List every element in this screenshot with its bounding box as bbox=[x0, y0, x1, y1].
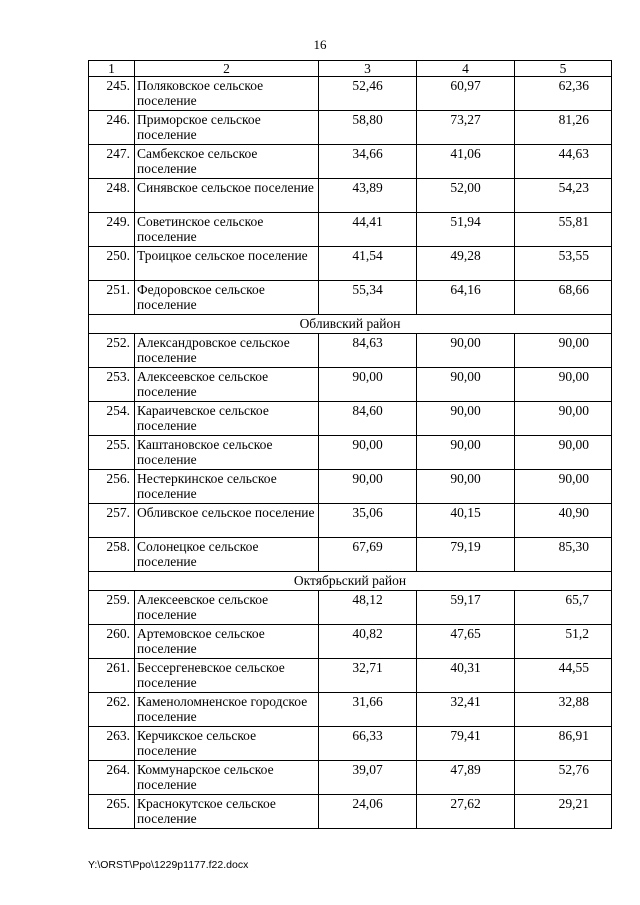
value-col-4: 79,41 bbox=[417, 727, 515, 761]
settlement-name: Артемовское сельское поселение bbox=[135, 625, 319, 659]
settlement-name: Алексеевское сельское поселение bbox=[135, 368, 319, 402]
value-col-3: 31,66 bbox=[319, 693, 417, 727]
value-col-5: 90,00 bbox=[515, 368, 612, 402]
value-col-4: 59,17 bbox=[417, 591, 515, 625]
row-number: 252. bbox=[89, 334, 135, 368]
settlement-name: Каштановское сельское поселение bbox=[135, 436, 319, 470]
settlement-name: Караичевское сельское поселение bbox=[135, 402, 319, 436]
table-row bbox=[89, 247, 612, 281]
header-cell: 5 bbox=[515, 61, 612, 77]
value-col-4: 60,97 bbox=[417, 77, 515, 111]
table-row bbox=[89, 145, 612, 179]
table-row bbox=[89, 436, 612, 470]
row-number: 246. bbox=[89, 111, 135, 145]
table-row bbox=[89, 281, 612, 315]
settlement-name: Советинское сельское поселение bbox=[135, 213, 319, 247]
settlement-name: Бессергеневское сельское поселение bbox=[135, 659, 319, 693]
table-row bbox=[89, 761, 612, 795]
value-col-3: 39,07 bbox=[319, 761, 417, 795]
value-col-4: 64,16 bbox=[417, 281, 515, 315]
row-number: 263. bbox=[89, 727, 135, 761]
value-col-4: 32,41 bbox=[417, 693, 515, 727]
row-number: 255. bbox=[89, 436, 135, 470]
row-number: 249. bbox=[89, 213, 135, 247]
value-col-4: 90,00 bbox=[417, 334, 515, 368]
row-number: 257. bbox=[89, 504, 135, 538]
value-col-4: 73,27 bbox=[417, 111, 515, 145]
value-col-3: 48,12 bbox=[319, 591, 417, 625]
value-col-4: 90,00 bbox=[417, 368, 515, 402]
value-col-5: 54,23 bbox=[515, 179, 612, 213]
row-number: 264. bbox=[89, 761, 135, 795]
value-col-3: 84,63 bbox=[319, 334, 417, 368]
value-col-3: 67,69 bbox=[319, 538, 417, 572]
table-row bbox=[89, 625, 612, 659]
table-row bbox=[89, 727, 612, 761]
settlement-name: Самбекское сельское поселение bbox=[135, 145, 319, 179]
value-col-4: 79,19 bbox=[417, 538, 515, 572]
value-col-5: 85,30 bbox=[515, 538, 612, 572]
table-row bbox=[89, 795, 612, 829]
section-row bbox=[89, 572, 612, 591]
value-col-4: 49,28 bbox=[417, 247, 515, 281]
value-col-3: 66,33 bbox=[319, 727, 417, 761]
row-number: 258. bbox=[89, 538, 135, 572]
value-col-4: 47,65 bbox=[417, 625, 515, 659]
value-col-4: 40,31 bbox=[417, 659, 515, 693]
row-number: 254. bbox=[89, 402, 135, 436]
table-row bbox=[89, 504, 612, 538]
settlement-name: Каменоломненское городское поселение bbox=[135, 693, 319, 727]
value-col-5: 90,00 bbox=[515, 402, 612, 436]
value-col-5: 62,36 bbox=[515, 77, 612, 111]
header-cell: 4 bbox=[417, 61, 515, 77]
value-col-5: 81,26 bbox=[515, 111, 612, 145]
row-number: 259. bbox=[89, 591, 135, 625]
settlement-name: Троицкое сельское поселение bbox=[135, 247, 319, 281]
row-number: 261. bbox=[89, 659, 135, 693]
settlement-name: Поляковское сельское поселение bbox=[135, 77, 319, 111]
table-row bbox=[89, 538, 612, 572]
settlement-name: Солонецкое сельское поселение bbox=[135, 538, 319, 572]
table-row bbox=[89, 111, 612, 145]
row-number: 262. bbox=[89, 693, 135, 727]
district-title: Октябрьский район bbox=[89, 572, 612, 591]
data-table bbox=[88, 60, 612, 829]
table-row bbox=[89, 334, 612, 368]
page-number: 16 bbox=[313, 37, 327, 52]
table-row bbox=[89, 77, 612, 111]
settlement-name: Александровское сельское поселение bbox=[135, 334, 319, 368]
settlement-name: Керчикское сельское поселение bbox=[135, 727, 319, 761]
row-number: 260. bbox=[89, 625, 135, 659]
value-col-4: 90,00 bbox=[417, 436, 515, 470]
value-col-3: 90,00 bbox=[319, 368, 417, 402]
value-col-5: 55,81 bbox=[515, 213, 612, 247]
row-number: 247. bbox=[89, 145, 135, 179]
settlement-name: Федоровское сельское поселение bbox=[135, 281, 319, 315]
row-number: 256. bbox=[89, 470, 135, 504]
district-title: Обливский район bbox=[89, 315, 612, 334]
value-col-4: 52,00 bbox=[417, 179, 515, 213]
settlement-name: Нестеркинское сельское поселение bbox=[135, 470, 319, 504]
value-col-3: 58,80 bbox=[319, 111, 417, 145]
value-col-5: 44,63 bbox=[515, 145, 612, 179]
value-col-3: 90,00 bbox=[319, 436, 417, 470]
value-col-4: 90,00 bbox=[417, 402, 515, 436]
value-col-3: 43,89 bbox=[319, 179, 417, 213]
value-col-5: 90,00 bbox=[515, 436, 612, 470]
table-row bbox=[89, 213, 612, 247]
value-col-3: 24,06 bbox=[319, 795, 417, 829]
settlement-name: Краснокутское сельское поселение bbox=[135, 795, 319, 829]
settlement-name: Обливское сельское поселение bbox=[135, 504, 319, 538]
value-col-3: 35,06 bbox=[319, 504, 417, 538]
value-col-3: 32,71 bbox=[319, 659, 417, 693]
settlement-name: Коммунарское сельское поселение bbox=[135, 761, 319, 795]
table-row bbox=[89, 693, 612, 727]
table-row bbox=[89, 470, 612, 504]
settlement-name: Приморское сельское поселение bbox=[135, 111, 319, 145]
value-col-5: 68,66 bbox=[515, 281, 612, 315]
value-col-3: 44,41 bbox=[319, 213, 417, 247]
row-number: 253. bbox=[89, 368, 135, 402]
value-col-5: 29,21 bbox=[515, 795, 612, 829]
table-row bbox=[89, 591, 612, 625]
value-col-3: 34,66 bbox=[319, 145, 417, 179]
value-col-5: 52,76 bbox=[515, 761, 612, 795]
value-col-5: 53,55 bbox=[515, 247, 612, 281]
value-col-3: 40,82 bbox=[319, 625, 417, 659]
value-col-4: 90,00 bbox=[417, 470, 515, 504]
value-col-5: 44,55 bbox=[515, 659, 612, 693]
table-row bbox=[89, 179, 612, 213]
value-col-3: 84,60 bbox=[319, 402, 417, 436]
table-row bbox=[89, 368, 612, 402]
section-row bbox=[89, 315, 612, 334]
value-col-5: 40,90 bbox=[515, 504, 612, 538]
value-col-4: 27,62 bbox=[417, 795, 515, 829]
value-col-3: 55,34 bbox=[319, 281, 417, 315]
value-col-5: 86,91 bbox=[515, 727, 612, 761]
settlement-name: Алексеевское сельское поселение bbox=[135, 591, 319, 625]
table-row bbox=[89, 402, 612, 436]
value-col-3: 52,46 bbox=[319, 77, 417, 111]
row-number: 251. bbox=[89, 281, 135, 315]
row-number: 265. bbox=[89, 795, 135, 829]
settlement-name: Синявское сельское поселение bbox=[135, 179, 319, 213]
value-col-5: 51,2 bbox=[515, 625, 612, 659]
header-cell: 2 bbox=[135, 61, 319, 77]
value-col-4: 40,15 bbox=[417, 504, 515, 538]
row-number: 245. bbox=[89, 77, 135, 111]
header-row bbox=[89, 61, 612, 77]
value-col-5: 90,00 bbox=[515, 470, 612, 504]
value-col-4: 51,94 bbox=[417, 213, 515, 247]
row-number: 250. bbox=[89, 247, 135, 281]
value-col-4: 47,89 bbox=[417, 761, 515, 795]
row-number: 248. bbox=[89, 179, 135, 213]
value-col-5: 90,00 bbox=[515, 334, 612, 368]
table-row bbox=[89, 659, 612, 693]
value-col-4: 41,06 bbox=[417, 145, 515, 179]
header-cell: 3 bbox=[319, 61, 417, 77]
value-col-3: 90,00 bbox=[319, 470, 417, 504]
value-col-3: 41,54 bbox=[319, 247, 417, 281]
value-col-5: 65,7 bbox=[515, 591, 612, 625]
header-cell: 1 bbox=[89, 61, 135, 77]
value-col-5: 32,88 bbox=[515, 693, 612, 727]
file-path-footer: Y:\ORST\Ppo\1229p1177.f22.docx bbox=[88, 859, 249, 871]
